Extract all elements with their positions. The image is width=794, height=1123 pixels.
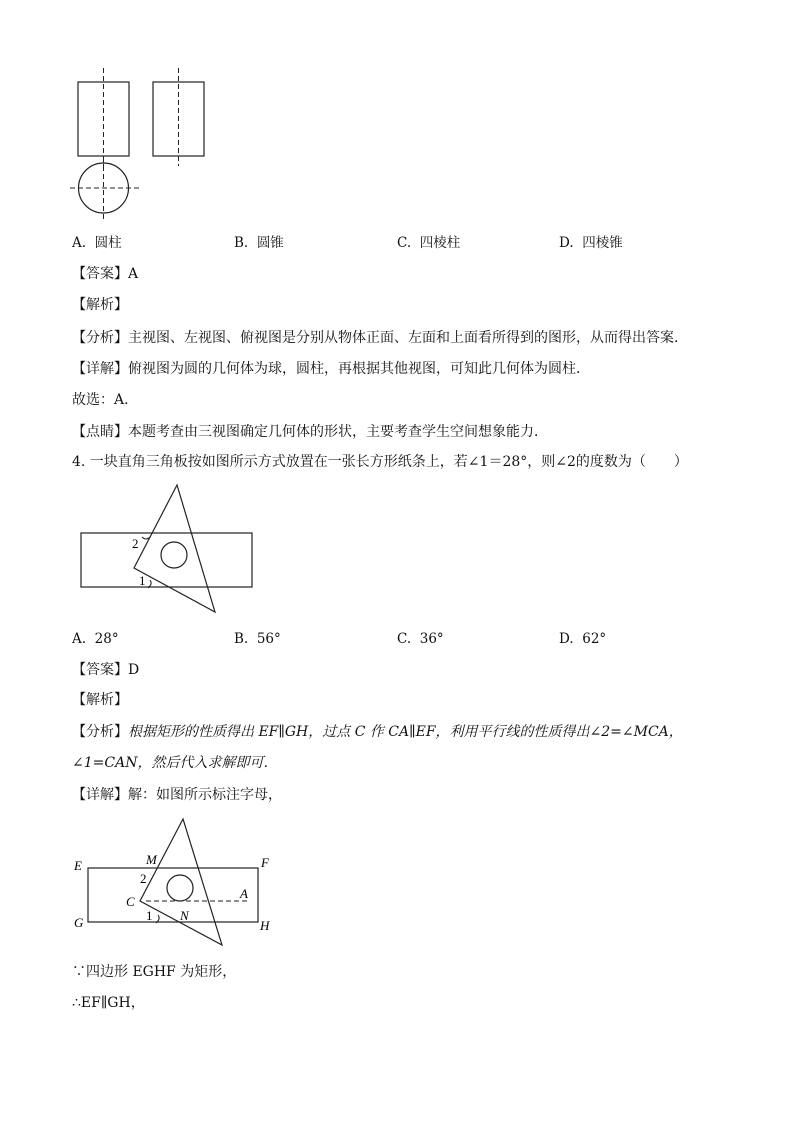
triangle-figure2 <box>140 819 222 945</box>
q4-option-c: C. 36° <box>397 631 444 647</box>
label-E: E <box>74 858 82 873</box>
set-square-triangle <box>134 485 215 612</box>
q3-three-views-figure <box>60 60 240 225</box>
q4-step2: ∴EF∥GH， <box>72 995 145 1011</box>
label-F: F <box>261 855 269 870</box>
hole-figure2 <box>167 875 193 901</box>
label-C: C <box>126 894 135 909</box>
angle-2-label: 2 <box>132 536 139 551</box>
q3-dianjing: 【点睛】本题考查由三视图确定几何体的形状，主要考查学生空间想象能力． <box>72 424 548 440</box>
q3-option-d: D. 四棱锥 <box>559 235 623 251</box>
label-angle2: 2 <box>140 871 147 886</box>
q3-option-a: A. 圆柱 <box>72 235 122 251</box>
label-N: N <box>180 908 189 923</box>
label-A: A <box>240 886 248 901</box>
q3-option-c: C. 四棱柱 <box>397 235 461 251</box>
q3-option-b: B. 圆锥 <box>234 235 284 251</box>
set-square-hole <box>161 542 187 568</box>
angle-1-label: 1 <box>139 573 146 588</box>
q4-step1: ∵四边形 EGHF 为矩形， <box>72 964 237 980</box>
q4-fenxi-line1: 【分析】根据矩形的性质得出 EF∥GH，过点 C 作 CA∥EF，利用平行线的性质得出∠2=∠MCA， <box>72 724 683 740</box>
label-G: G <box>74 915 84 930</box>
q4-option-a: A. 28° <box>72 631 119 647</box>
q4-xiangjie: 【详解】解：如图所示标注字母， <box>72 787 282 803</box>
q4-stem: 4. 一块直角三角板按如图所示方式放置在一张长方形纸条上，若∠1＝28°，则∠2的度数为（ ） <box>72 454 688 470</box>
q4-labeled-figure <box>66 812 286 952</box>
q3-analysis-heading: 【解析】 <box>72 297 128 313</box>
rect-EGHF <box>88 868 258 922</box>
label-M: M <box>146 852 157 867</box>
label-H: H <box>260 918 270 933</box>
q3-conclusion: 故选：A． <box>72 392 139 408</box>
q3-fenxi: 【分析】主视图、左视图、俯视图是分别从物体正面、左面和上面看所得到的图形，从而得出答案． <box>72 330 688 346</box>
q4-analysis-heading: 【解析】 <box>72 692 128 708</box>
q3-answer: 【答案】A <box>72 266 139 282</box>
q4-option-b: B. 56° <box>234 631 281 647</box>
q4-triangle-strip-figure <box>76 480 266 620</box>
q3-xiangjie: 【详解】俯视图为圆的几何体为球，圆柱，再根据其他视图，可知此几何体为圆柱． <box>72 361 590 377</box>
q4-answer: 【答案】D <box>72 662 140 678</box>
label-angle1: 1 <box>146 908 153 923</box>
paper-strip-rect <box>81 533 252 587</box>
q4-fenxi-line2: ∠1=CAN，然后代入求解即可． <box>72 755 278 771</box>
q4-option-d: D. 62° <box>559 631 607 647</box>
